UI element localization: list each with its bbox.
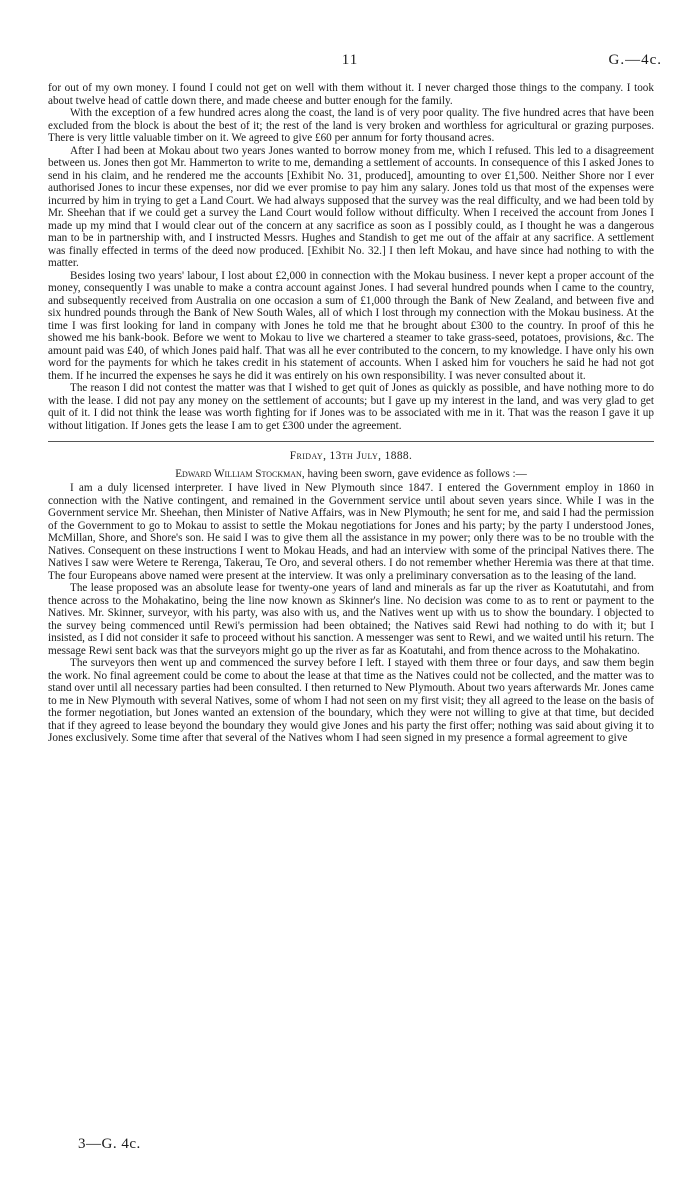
paragraph: The surveyors then went up and commenced the survey before I left. I stayed with them three or four days, and saw them begin the work. No final agreement could be come to about the lease at that time as the Natives could not be collected, and the matter was to stand over until all necessary parties had been consulted. I then returned to New Plymouth. About two years afterwards Mr. Jones came to me in New Plymouth with several Natives, some of whom I had not seen on my first visit; they all agreed to the lease on the basis of the former negotiation, but Jones wanted an extension of the boundary, which they were not willing to give at that time, but decided that if they agreed to lease beyond the boundary they would give Jones and his party the first offer; nothing was said about giving it to Jones exclusively. Some time after that several of the Natives whom I had seen signed in my presence a formal agreement to give	[48, 657, 654, 744]
section-divider	[48, 441, 654, 442]
paragraph: Besides losing two years' labour, I lost about £2,000 in connection with the Mokau business. I never kept a proper account of the money, consequently I was unable to make a contra account against Jones. I had several hundred pounds when I came to the country, and subsequently received from Australia on one occasion a sum of £1,000 through the Bank of New Zealand, and between five and six hundred pounds through the Bank of New South Wales, all of which I lost through my connection with the Mokau business. At the time I was first looking for land in company with Jones he told me that he brought about £300 to the country. In proof of this he showed me his bank-book. Before we went to Mokau to live we chartered a steamer to take grass-seed, potatoes, provisions, &c. The amount paid was £40, of which Jones paid half. That was all he ever contributed to the concern, to my knowledge. I have only his own word for the payments for which he takes credit in his statement of accounts. When I asked him for vouchers he said he had not got them. If he incurred the expenses he says he did it was entirely on his own responsibility. I was never consulted about it.	[48, 269, 654, 382]
document-reference: G.—4c.	[608, 52, 662, 68]
paragraph: I am a duly licensed interpreter. I have lived in New Plymouth since 1847. I entered the Government employ in 1860 in connection with the Native contingent, and remained in the Government service until about seven years since. While I was in the Government service Mr. Sheehan, then Minister of Native Affairs, was in New Plymouth; he sent for me, and said I had the permission of the Government to go to Mokau to assist to settle the Mokau negotiations for Jones and his party; by the party I understood Jones, McMillan, Shore, and Shore's son. He said I was to give them all the assistance in my power; only there was to be no trouble with the Natives. Consequent on these instructions I went to Mokau Heads, and had an interview with some of the principal Natives there. The Natives I saw were Wetere te Rerenga, Takerau, Te Oro, and several others. I do not remember whether Heremia was there at that time. The four Europeans above named were present at the interview. It was only a preliminary conversation as to the leasing of the land.	[48, 482, 654, 582]
witness-intro	[48, 468, 654, 481]
witness-name: Edward William Stockman	[175, 467, 302, 480]
body-text	[48, 82, 654, 745]
date-heading: Friday, 13th July, 1888.	[289, 450, 413, 462]
signature-mark: 3—G. 4c.	[78, 1136, 141, 1152]
witness-intro-text: , having been sworn, gave evidence as follows :—	[301, 467, 527, 480]
paragraph: The reason I did not contest the matter was that I wished to get quit of Jones as quickly as possible, and have nothing more to do with the lease. I did not pay any money on the settlement of accounts; but I gave up my interest in the land, and was very glad to get quit of it. I did not think the lease was worth fighting for if Jones was to be associated with me in it. That was the reason I gave it up without litigation. If Jones gets the lease I am to get £300 under the agreement.	[48, 382, 654, 432]
paragraph: for out of my own money. I found I could not get on well with them without it. I never charged those things to the company. I took about twelve head of cattle down there, and made cheese and butter enough for the family.	[48, 82, 654, 107]
paragraph: With the exception of a few hundred acres along the coast, the land is of very poor quality. The five hundred acres that have been excluded from the block is about the best of it; the rest of the land is very broken and worthless for agricultural or grazing purposes. There is very little valuable timber on it. We agreed to give £60 per annum for forty thousand acres.	[48, 107, 654, 144]
paragraph: The lease proposed was an absolute lease for twenty-one years of land and minerals as far up the river as Koatututahi, and from thence across to the Mohakatino, being the line now known as Skinner's line. No decision was come to as to rent or payment to the Natives. Mr. Skinner, surveyor, with his party, was also with us, and the Natives went up with us to show the boundary. I objected to the survey being commenced until Rewi's permission had been obtained; the Natives said Rewi had nothing to do with it; but I insisted, as I did not consider it safe to proceed without his sanction. A messenger was sent to Rewi, and we waited until his return. The message Rewi sent back was that the surveyors might go up the river as far as Koatutahi, and from thence across to the Mohakatino.	[48, 582, 654, 657]
paragraph: After I had been at Mokau about two years Jones wanted to borrow money from me, which I refused. This led to a disagreement between us. Jones then got Mr. Hammerton to write to me, demanding a settlement of accounts. In consequence of this I asked Jones to send in his claim, and he rendered me the accounts [Exhibit No. 31, produced], amounting to over £1,500. Neither Shore nor I ever authorised Jones to incur these expenses, nor did we ever promise to pay him any salary. Jones told us that most of the expenses were incurred by him in trying to get a Land Court. We had always supposed that the survey was the real difficulty, and we had been told by Mr. Sheehan that if we could get a survey the Land Court would follow without difficulty. When I received the account from Jones I made up my mind that I would clear out of the concern at any sacrifice as soon as I possibly could, as I thought he was a dangerous man to be in partnership with, and I instructed Messrs. Hughes and Standish to get me out of the affair at any sacrifice. A settlement was finally effected in terms of the deed now produced. [Exhibit No. 32.] I then left Mokau, and have since had nothing to with the matter.	[48, 144, 654, 269]
page-number: 11	[341, 52, 359, 68]
